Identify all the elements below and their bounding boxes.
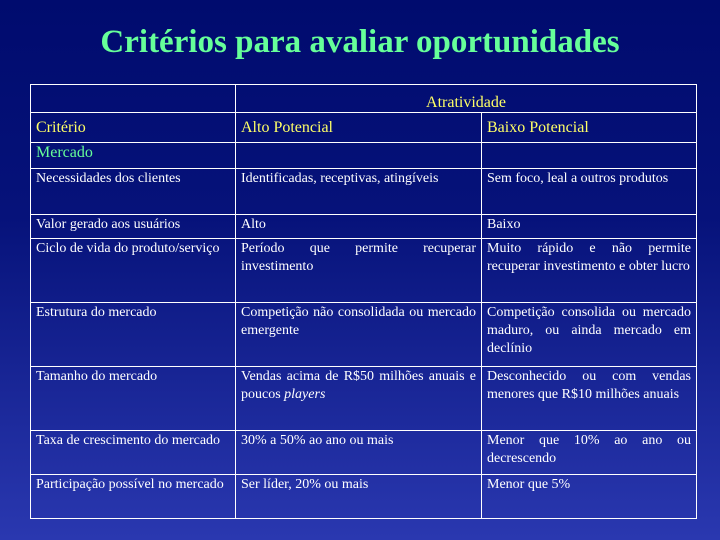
- cell-baixo: Menor que 10% ao ano ou decrescendo: [482, 431, 697, 475]
- cell-baixo: Menor que 5%: [482, 475, 697, 519]
- cell-criterio: Taxa de crescimento do mercado: [31, 431, 236, 475]
- table-header-row: [31, 113, 697, 143]
- table-row: [31, 431, 697, 475]
- cell-alto: Alto: [236, 215, 482, 239]
- cell-baixo: Competição consolida ou mercado maduro, ou ainda mercado em declínio: [482, 303, 697, 367]
- section-empty-cell: [236, 143, 482, 169]
- header-atratividade: Atratividade: [236, 85, 697, 113]
- table-header-group-row: [31, 85, 697, 113]
- header-empty-cell: [31, 85, 236, 113]
- section-empty-cell: [482, 143, 697, 169]
- section-mercado: Mercado: [31, 143, 236, 169]
- cell-alto-text: Vendas acima de R$50 milhões anuais e poucos: [241, 369, 476, 402]
- table-row: [31, 303, 697, 367]
- cell-alto: Período que permite recuperar investimento: [236, 239, 482, 303]
- table-row: [31, 215, 697, 239]
- table-row: [31, 169, 697, 215]
- cell-criterio: Necessidades dos clientes: [31, 169, 236, 215]
- cell-alto: Ser líder, 20% ou mais: [236, 475, 482, 519]
- header-alto-potencial: Alto Potencial: [236, 113, 482, 143]
- cell-baixo: Sem foco, leal a outros produtos: [482, 169, 697, 215]
- table-row: [31, 239, 697, 303]
- table-row: [31, 475, 697, 519]
- cell-alto-italic: players: [284, 387, 326, 402]
- cell-criterio: Estrutura do mercado: [31, 303, 236, 367]
- criteria-table: [30, 84, 697, 519]
- cell-criterio: Valor gerado aos usuários: [31, 215, 236, 239]
- cell-baixo: Baixo: [482, 215, 697, 239]
- cell-alto: Identificadas, receptivas, atingíveis: [236, 169, 482, 215]
- cell-baixo: Desconhecido ou com vendas menores que R$10 milhões anuais: [482, 367, 697, 431]
- section-row: [31, 143, 697, 169]
- table-row: [31, 367, 697, 431]
- header-baixo-potencial: Baixo Potencial: [482, 113, 697, 143]
- cell-baixo: Muito rápido e não permite recuperar investimento e obter lucro: [482, 239, 697, 303]
- cell-alto: [236, 367, 482, 431]
- cell-criterio: Ciclo de vida do produto/serviço: [31, 239, 236, 303]
- slide-title: Critérios para avaliar oportunidades: [100, 24, 620, 60]
- cell-alto: 30% a 50% ao ano ou mais: [236, 431, 482, 475]
- cell-criterio: Participação possível no mercado: [31, 475, 236, 519]
- cell-alto: Competição não consolidada ou mercado emergente: [236, 303, 482, 367]
- header-criterio: Critério: [31, 113, 236, 143]
- cell-criterio: Tamanho do mercado: [31, 367, 236, 431]
